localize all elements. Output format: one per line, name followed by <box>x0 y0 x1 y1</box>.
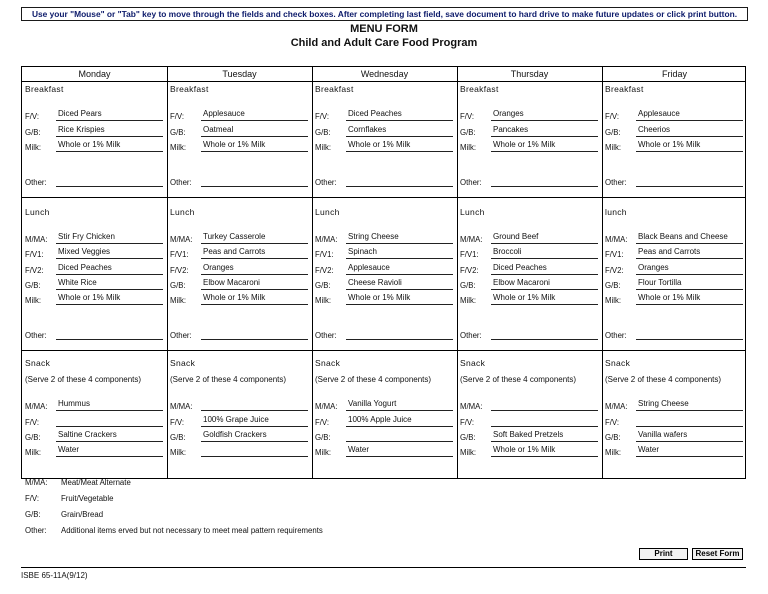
friday-lunch-other-row <box>605 328 741 340</box>
breakfast-heading: Breakfast <box>460 84 499 94</box>
thursday-breakfast-fv-row <box>460 109 596 121</box>
monday-breakfast-milk-field[interactable]: Whole or 1% Milk <box>56 140 163 152</box>
wednesday-lunch-other-field[interactable] <box>346 328 453 340</box>
thursday-lunch-gb-field[interactable]: Elbow Macaroni <box>491 278 598 290</box>
tuesday-snack-mma-row <box>170 399 306 411</box>
thursday-breakfast-milk-row <box>460 140 596 152</box>
wednesday-breakfast-gb-row <box>315 125 451 137</box>
tuesday-lunch-mma-row <box>170 232 306 244</box>
monday-breakfast-other-label: Other: <box>25 178 47 187</box>
snack-serve-note: (Serve 2 of these 4 components) <box>460 375 577 384</box>
wednesday-breakfast-other-field[interactable] <box>346 175 453 187</box>
tuesday-breakfast-other-row <box>170 175 306 187</box>
tuesday-lunch-other-row <box>170 328 306 340</box>
grid-row-divider <box>22 81 745 82</box>
tuesday-breakfast-fv-label: F/V: <box>170 112 185 121</box>
monday-lunch-mma-field[interactable]: Stir Fry Chicken <box>56 232 163 244</box>
tuesday-lunch-mma-label: M/MA: <box>170 235 193 244</box>
footer-divider <box>21 567 746 568</box>
tuesday-lunch-other-field[interactable] <box>201 328 308 340</box>
monday-snack-fv-label: F/V: <box>25 418 40 427</box>
thursday-lunch-fv1-field[interactable]: Broccoli <box>491 247 598 259</box>
reset-form-button[interactable]: Reset Form <box>692 548 743 560</box>
wednesday-lunch-fv2-field[interactable]: Applesauce <box>346 263 453 275</box>
legend-text: Fruit/Vegetable <box>61 494 114 503</box>
wednesday-snack-mma-row <box>315 399 451 411</box>
monday-breakfast-fv-field[interactable]: Diced Pears <box>56 109 163 121</box>
tuesday-lunch-fv1-label: F/V1: <box>170 250 189 259</box>
wednesday-breakfast-milk-row <box>315 140 451 152</box>
wednesday-snack-gb-field[interactable] <box>346 430 453 442</box>
friday-lunch-fv2-row <box>605 263 741 275</box>
grid-column-divider <box>602 67 603 478</box>
wednesday-breakfast-fv-field[interactable]: Diced Peaches <box>346 109 453 121</box>
friday-lunch-fv1-row <box>605 247 741 259</box>
page-subtitle: Child and Adult Care Food Program <box>290 37 478 49</box>
legend-key: F/V: <box>25 494 40 503</box>
thursday-snack-fv-row <box>460 415 596 427</box>
grid-row-divider <box>22 197 745 198</box>
thursday-snack-gb-field[interactable]: Soft Baked Pretzels <box>491 430 598 442</box>
friday-breakfast-milk-label: Milk: <box>605 143 622 152</box>
legend-text: Additional items erved but not necessary to meet meal pattern requirements <box>61 526 323 535</box>
tuesday-lunch-fv1-row <box>170 247 306 259</box>
monday-lunch-other-field[interactable] <box>56 328 163 340</box>
monday-breakfast-fv-label: F/V: <box>25 112 40 121</box>
friday-lunch-mma-field[interactable]: Black Beans and Cheese <box>636 232 743 244</box>
friday-snack-fv-row <box>605 415 741 427</box>
lunch-heading: Lunch <box>315 207 340 217</box>
wednesday-snack-gb-label: G/B: <box>315 433 331 442</box>
legend-item <box>25 478 131 487</box>
monday-lunch-other-row <box>25 328 161 340</box>
thursday-breakfast-fv-field[interactable]: Oranges <box>491 109 598 121</box>
wednesday-lunch-fv2-row <box>315 263 451 275</box>
thursday-breakfast-gb-field[interactable]: Pancakes <box>491 125 598 137</box>
friday-breakfast-fv-row <box>605 109 741 121</box>
thursday-lunch-mma-row <box>460 232 596 244</box>
thursday-lunch-milk-label: Milk: <box>460 296 477 305</box>
tuesday-lunch-mma-field[interactable]: Turkey Casserole <box>201 232 308 244</box>
friday-snack-mma-row <box>605 399 741 411</box>
thursday-snack-milk-label: Milk: <box>460 448 477 457</box>
thursday-snack-fv-label: F/V: <box>460 418 475 427</box>
wednesday-lunch-gb-row <box>315 278 451 290</box>
legend-key: G/B: <box>25 510 41 519</box>
snack-heading: Snack <box>170 358 196 368</box>
thursday-lunch-mma-label: M/MA: <box>460 235 483 244</box>
lunch-heading: lunch <box>605 207 627 217</box>
monday-snack-mma-label: M/MA: <box>25 402 48 411</box>
friday-lunch-fv2-field[interactable]: Oranges <box>636 263 743 275</box>
thursday-lunch-milk-field[interactable]: Whole or 1% Milk <box>491 293 598 305</box>
friday-breakfast-gb-label: G/B: <box>605 128 621 137</box>
wednesday-snack-milk-label: Milk: <box>315 448 332 457</box>
monday-lunch-gb-row <box>25 278 161 290</box>
friday-lunch-gb-label: G/B: <box>605 281 621 290</box>
tuesday-breakfast-milk-field[interactable]: Whole or 1% Milk <box>201 140 308 152</box>
day-header-friday: Friday <box>661 69 687 79</box>
friday-breakfast-gb-row <box>605 125 741 137</box>
tuesday-breakfast-milk-label: Milk: <box>170 143 187 152</box>
friday-snack-gb-field[interactable]: Vanilla wafers <box>636 430 743 442</box>
thursday-breakfast-fv-label: F/V: <box>460 112 475 121</box>
friday-breakfast-fv-label: F/V: <box>605 112 620 121</box>
instruction-banner: Use your "Mouse" or "Tab" key to move through the fields and check boxes. After completing last field, save document to hard drive to make future updates or click print button. <box>21 7 748 21</box>
wednesday-lunch-milk-row <box>315 293 451 305</box>
thursday-lunch-fv2-label: F/V2: <box>460 266 479 275</box>
snack-serve-note: (Serve 2 of these 4 components) <box>315 375 432 384</box>
tuesday-lunch-milk-label: Milk: <box>170 296 187 305</box>
friday-snack-milk-label: Milk: <box>605 448 622 457</box>
thursday-breakfast-other-label: Other: <box>460 178 482 187</box>
monday-lunch-gb-field[interactable]: White Rice <box>56 278 163 290</box>
monday-snack-milk-row <box>25 445 161 457</box>
monday-breakfast-gb-label: G/B: <box>25 128 41 137</box>
friday-breakfast-fv-field[interactable]: Applesauce <box>636 109 743 121</box>
friday-lunch-gb-row <box>605 278 741 290</box>
tuesday-snack-fv-row <box>170 415 306 427</box>
wednesday-lunch-fv1-label: F/V1: <box>315 250 334 259</box>
wednesday-lunch-gb-field[interactable]: Cheese Ravioli <box>346 278 453 290</box>
day-header-tuesday: Tuesday <box>222 69 257 79</box>
thursday-lunch-fv2-field[interactable]: Diced Peaches <box>491 263 598 275</box>
tuesday-breakfast-fv-row <box>170 109 306 121</box>
friday-lunch-mma-label: M/MA: <box>605 235 628 244</box>
thursday-snack-gb-label: G/B: <box>460 433 476 442</box>
thursday-lunch-fv2-row <box>460 263 596 275</box>
friday-lunch-milk-field[interactable]: Whole or 1% Milk <box>636 293 743 305</box>
tuesday-lunch-other-label: Other: <box>170 331 192 340</box>
friday-snack-gb-row <box>605 430 741 442</box>
legend-text: Meat/Meat Alternate <box>61 478 131 487</box>
day-header-thursday: Thursday <box>510 69 549 79</box>
wednesday-snack-milk-field[interactable]: Water <box>346 445 453 457</box>
tuesday-lunch-gb-field[interactable]: Elbow Macaroni <box>201 278 308 290</box>
thursday-snack-milk-row <box>460 445 596 457</box>
tuesday-lunch-fv2-label: F/V2: <box>170 266 189 275</box>
thursday-breakfast-gb-label: G/B: <box>460 128 476 137</box>
wednesday-snack-fv-field[interactable]: 100% Apple Juice <box>346 415 453 427</box>
grid-column-divider <box>312 67 313 478</box>
monday-snack-gb-label: G/B: <box>25 433 41 442</box>
friday-snack-milk-row <box>605 445 741 457</box>
friday-lunch-other-field[interactable] <box>636 328 743 340</box>
monday-breakfast-gb-row <box>25 125 161 137</box>
monday-lunch-mma-label: M/MA: <box>25 235 48 244</box>
monday-lunch-fv2-field[interactable]: Diced Peaches <box>56 263 163 275</box>
thursday-breakfast-milk-field[interactable]: Whole or 1% Milk <box>491 140 598 152</box>
thursday-lunch-mma-field[interactable]: Ground Beef <box>491 232 598 244</box>
wednesday-snack-fv-label: F/V: <box>315 418 330 427</box>
form-id: ISBE 65-11A(9/12) <box>21 571 88 580</box>
friday-breakfast-other-row <box>605 175 741 187</box>
friday-lunch-other-label: Other: <box>605 331 627 340</box>
breakfast-heading: Breakfast <box>605 84 644 94</box>
friday-snack-mma-field[interactable]: String Cheese <box>636 399 743 411</box>
monday-snack-mma-row <box>25 399 161 411</box>
wednesday-breakfast-fv-row <box>315 109 451 121</box>
friday-breakfast-milk-row <box>605 140 741 152</box>
thursday-lunch-gb-row <box>460 278 596 290</box>
tuesday-snack-fv-label: F/V: <box>170 418 185 427</box>
wednesday-lunch-other-label: Other: <box>315 331 337 340</box>
thursday-snack-mma-label: M/MA: <box>460 402 483 411</box>
thursday-lunch-other-field[interactable] <box>491 328 598 340</box>
monday-breakfast-fv-row <box>25 109 161 121</box>
thursday-lunch-milk-row <box>460 293 596 305</box>
friday-snack-milk-field[interactable]: Water <box>636 445 743 457</box>
legend-item <box>25 494 113 503</box>
snack-heading: Snack <box>605 358 631 368</box>
wednesday-breakfast-milk-field[interactable]: Whole or 1% Milk <box>346 140 453 152</box>
legend-item <box>25 510 103 519</box>
tuesday-snack-milk-row <box>170 445 306 457</box>
lunch-heading: Lunch <box>460 207 485 217</box>
wednesday-lunch-fv1-row <box>315 247 451 259</box>
menu-table <box>21 66 746 479</box>
wednesday-lunch-milk-label: Milk: <box>315 296 332 305</box>
snack-serve-note: (Serve 2 of these 4 components) <box>170 375 287 384</box>
tuesday-lunch-gb-row <box>170 278 306 290</box>
thursday-lunch-other-row <box>460 328 596 340</box>
grid-row-divider <box>22 350 745 351</box>
wednesday-breakfast-milk-label: Milk: <box>315 143 332 152</box>
tuesday-lunch-fv2-field[interactable]: Oranges <box>201 263 308 275</box>
snack-heading: Snack <box>460 358 486 368</box>
thursday-lunch-fv1-label: F/V1: <box>460 250 479 259</box>
thursday-lunch-gb-label: G/B: <box>460 281 476 290</box>
monday-breakfast-gb-field[interactable]: Rice Krispies <box>56 125 163 137</box>
snack-heading: Snack <box>315 358 341 368</box>
friday-lunch-milk-label: Milk: <box>605 296 622 305</box>
snack-heading: Snack <box>25 358 51 368</box>
tuesday-snack-gb-field[interactable]: Goldfish Crackers <box>201 430 308 442</box>
day-header-wednesday: Wednesday <box>360 69 409 79</box>
friday-lunch-mma-row <box>605 232 741 244</box>
monday-breakfast-milk-label: Milk: <box>25 143 42 152</box>
thursday-snack-gb-row <box>460 430 596 442</box>
legend-text: Grain/Bread <box>61 510 104 519</box>
wednesday-snack-mma-field[interactable]: Vanilla Yogurt <box>346 399 453 411</box>
monday-lunch-fv1-label: F/V1: <box>25 250 44 259</box>
print-button[interactable]: Print <box>639 548 688 560</box>
tuesday-breakfast-gb-label: G/B: <box>170 128 186 137</box>
friday-lunch-fv1-field[interactable]: Peas and Carrots <box>636 247 743 259</box>
tuesday-lunch-fv2-row <box>170 263 306 275</box>
tuesday-snack-milk-label: Milk: <box>170 448 187 457</box>
breakfast-heading: Breakfast <box>25 84 64 94</box>
legend-item <box>25 526 323 535</box>
monday-snack-milk-label: Milk: <box>25 448 42 457</box>
tuesday-snack-mma-field[interactable] <box>201 399 308 411</box>
tuesday-lunch-milk-field[interactable]: Whole or 1% Milk <box>201 293 308 305</box>
friday-lunch-fv2-label: F/V2: <box>605 266 624 275</box>
friday-lunch-fv1-label: F/V1: <box>605 250 624 259</box>
tuesday-breakfast-other-label: Other: <box>170 178 192 187</box>
monday-breakfast-other-row <box>25 175 161 187</box>
breakfast-heading: Breakfast <box>170 84 209 94</box>
grid-column-divider <box>457 67 458 478</box>
tuesday-breakfast-milk-row <box>170 140 306 152</box>
wednesday-snack-gb-row <box>315 430 451 442</box>
tuesday-lunch-gb-label: G/B: <box>170 281 186 290</box>
thursday-snack-milk-field[interactable]: Whole or 1% Milk <box>491 445 598 457</box>
monday-lunch-milk-label: Milk: <box>25 296 42 305</box>
monday-snack-gb-row <box>25 430 161 442</box>
monday-lunch-milk-row <box>25 293 161 305</box>
friday-snack-fv-label: F/V: <box>605 418 620 427</box>
monday-lunch-fv2-row <box>25 263 161 275</box>
tuesday-lunch-milk-row <box>170 293 306 305</box>
tuesday-snack-gb-label: G/B: <box>170 433 186 442</box>
lunch-heading: Lunch <box>25 207 50 217</box>
wednesday-snack-fv-row <box>315 415 451 427</box>
friday-breakfast-gb-field[interactable]: Cheerios <box>636 125 743 137</box>
lunch-heading: Lunch <box>170 207 195 217</box>
thursday-snack-fv-field[interactable] <box>491 415 598 427</box>
legend-key: M/MA: <box>25 478 48 487</box>
friday-breakfast-other-field[interactable] <box>636 175 743 187</box>
monday-snack-mma-field[interactable]: Hummus <box>56 399 163 411</box>
wednesday-lunch-mma-label: M/MA: <box>315 235 338 244</box>
page-title: MENU FORM <box>350 23 418 35</box>
tuesday-breakfast-gb-row <box>170 125 306 137</box>
wednesday-lunch-mma-field[interactable]: String Cheese <box>346 232 453 244</box>
wednesday-breakfast-gb-label: G/B: <box>315 128 331 137</box>
tuesday-snack-gb-row <box>170 430 306 442</box>
grid-column-divider <box>167 67 168 478</box>
snack-serve-note: (Serve 2 of these 4 components) <box>605 375 722 384</box>
monday-breakfast-other-field[interactable] <box>56 175 163 187</box>
friday-lunch-milk-row <box>605 293 741 305</box>
friday-snack-fv-field[interactable] <box>636 415 743 427</box>
legend-key: Other: <box>25 526 47 535</box>
thursday-snack-mma-field[interactable] <box>491 399 598 411</box>
friday-lunch-gb-field[interactable]: Flour Tortilla <box>636 278 743 290</box>
tuesday-lunch-fv1-field[interactable]: Peas and Carrots <box>201 247 308 259</box>
breakfast-heading: Breakfast <box>315 84 354 94</box>
monday-lunch-other-label: Other: <box>25 331 47 340</box>
wednesday-breakfast-fv-label: F/V: <box>315 112 330 121</box>
wednesday-lunch-fv2-label: F/V2: <box>315 266 334 275</box>
monday-snack-fv-field[interactable] <box>56 415 163 427</box>
friday-snack-mma-label: M/MA: <box>605 402 628 411</box>
friday-snack-gb-label: G/B: <box>605 433 621 442</box>
day-header-monday: Monday <box>78 69 111 79</box>
thursday-breakfast-other-field[interactable] <box>491 175 598 187</box>
thursday-lunch-other-label: Other: <box>460 331 482 340</box>
monday-breakfast-milk-row <box>25 140 161 152</box>
tuesday-breakfast-other-field[interactable] <box>201 175 308 187</box>
monday-lunch-mma-row <box>25 232 161 244</box>
wednesday-breakfast-gb-field[interactable]: Cornflakes <box>346 125 453 137</box>
friday-breakfast-other-label: Other: <box>605 178 627 187</box>
wednesday-lunch-milk-field[interactable]: Whole or 1% Milk <box>346 293 453 305</box>
tuesday-breakfast-fv-field[interactable]: Applesauce <box>201 109 308 121</box>
thursday-breakfast-other-row <box>460 175 596 187</box>
monday-snack-fv-row <box>25 415 161 427</box>
tuesday-snack-mma-label: M/MA: <box>170 402 193 411</box>
wednesday-lunch-other-row <box>315 328 451 340</box>
snack-serve-note: (Serve 2 of these 4 components) <box>25 375 142 384</box>
wednesday-breakfast-other-row <box>315 175 451 187</box>
tuesday-snack-milk-field[interactable] <box>201 445 308 457</box>
thursday-breakfast-gb-row <box>460 125 596 137</box>
wednesday-lunch-fv1-field[interactable]: Spinach <box>346 247 453 259</box>
monday-snack-gb-field[interactable]: Saltine Crackers <box>56 430 163 442</box>
wednesday-lunch-mma-row <box>315 232 451 244</box>
monday-lunch-fv1-row <box>25 247 161 259</box>
thursday-lunch-fv1-row <box>460 247 596 259</box>
monday-lunch-fv1-field[interactable]: Mixed Veggies <box>56 247 163 259</box>
tuesday-snack-fv-field[interactable]: 100% Grape Juice <box>201 415 308 427</box>
friday-breakfast-milk-field[interactable]: Whole or 1% Milk <box>636 140 743 152</box>
wednesday-snack-milk-row <box>315 445 451 457</box>
wednesday-breakfast-other-label: Other: <box>315 178 337 187</box>
monday-lunch-gb-label: G/B: <box>25 281 41 290</box>
monday-lunch-fv2-label: F/V2: <box>25 266 44 275</box>
tuesday-breakfast-gb-field[interactable]: Oatmeal <box>201 125 308 137</box>
wednesday-snack-mma-label: M/MA: <box>315 402 338 411</box>
wednesday-lunch-gb-label: G/B: <box>315 281 331 290</box>
thursday-breakfast-milk-label: Milk: <box>460 143 477 152</box>
monday-lunch-milk-field[interactable]: Whole or 1% Milk <box>56 293 163 305</box>
monday-snack-milk-field[interactable]: Water <box>56 445 163 457</box>
thursday-snack-mma-row <box>460 399 596 411</box>
